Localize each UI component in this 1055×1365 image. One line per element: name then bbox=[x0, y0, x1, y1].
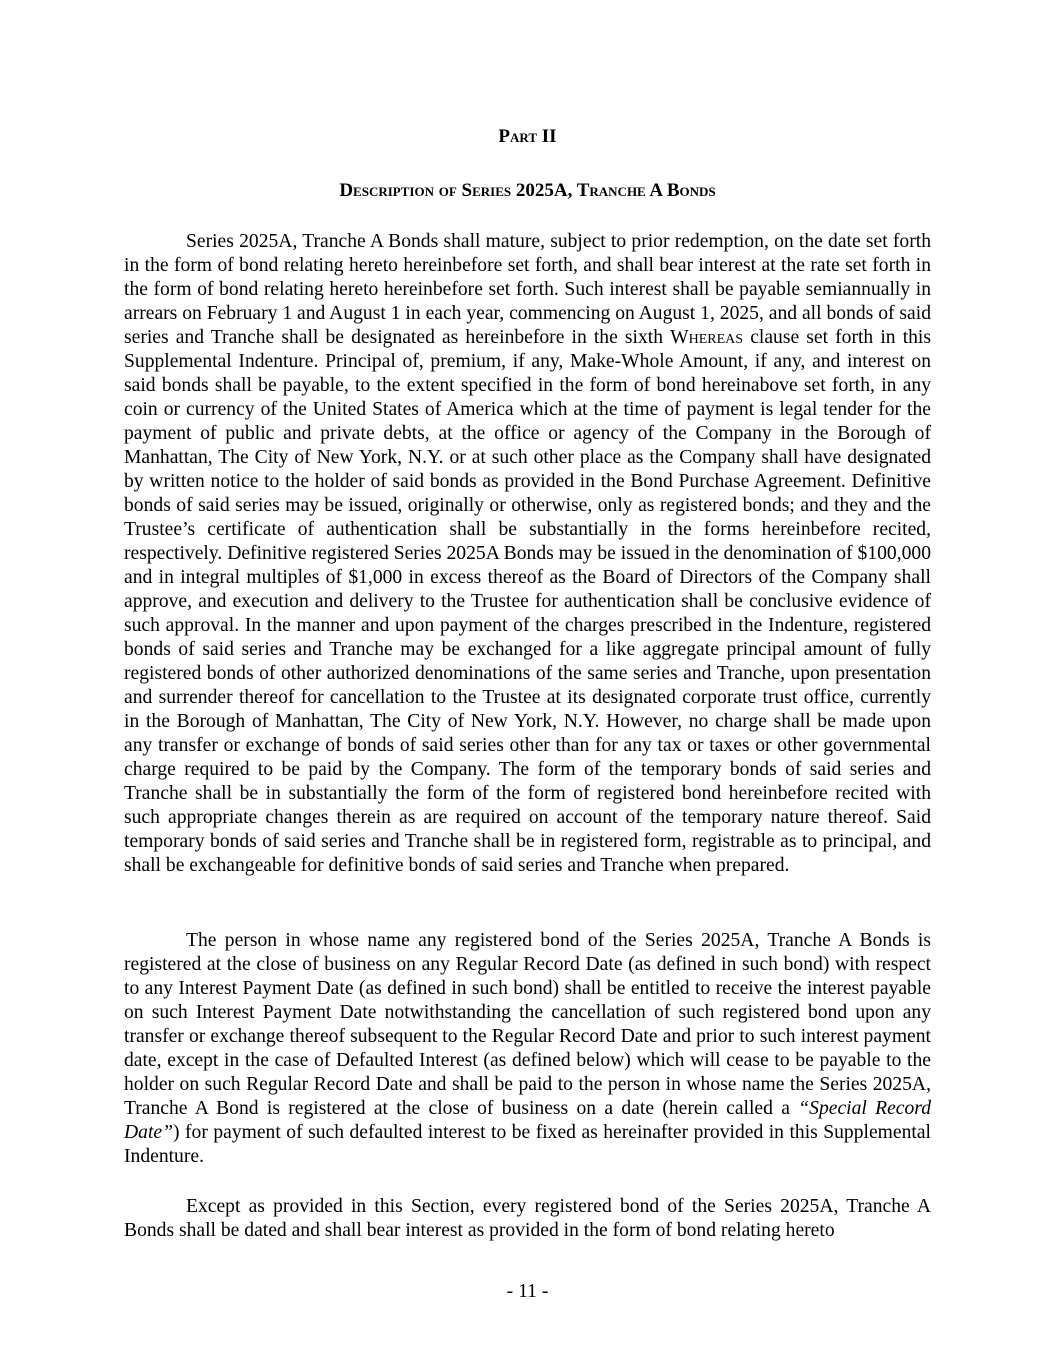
body-paragraph-maturity-and-interest bbox=[124, 230, 931, 878]
paragraph-text: clause set forth in this Supplemental Indenture. Principal of, premium, if any, Make-Whole Amount, if any, and interest on said bonds shall be payable, to the extent specified in the form of bond hereinabove set forth, in any coin or currency of the United States of America which at the time of payment is legal tender for the payment of public and private debts, at the office or agency of the Company in the Borough of Manhattan, The City of New York, N.Y. or at such other place as the Company shall have designated by written notice to the holder of said bonds as provided in the Bond Purchase Agreement. Definitive bonds of said series may be issued, originally or otherwise, only as registered bonds; and they and the Trustee’s certificate of authentication shall be substantially in the forms hereinbefore recited, respectively. Definitive registered Series 2025A Bonds may be issued in the denomination of $100,000 and in integral multiples of $1,000 in excess thereof as the Board of Directors of the Company shall approve, and execution and delivery to the Trustee for authentication shall be conclusive evidence of such approval. In the manner and upon payment of the charges prescribed in the Indenture, registered bonds of said series and Tranche may be exchanged for a like aggregate principal amount of fully registered bonds of other authorized denominations of the same series and Tranche, upon presentation and surrender thereof for cancellation to the Trustee at its designated corporate trust office, currently in the Borough of Manhattan, The City of New York, N.Y. However, no charge shall be made upon any transfer or exchange of bonds of said series other than for any tax or taxes or other governmental charge required to be paid by the Company. The form of the temporary bonds of said series and Tranche shall be in substantially the form of the form of registered bond hereinbefore recited with such appropriate changes therein as are required on account of the temporary nature thereof. Said temporary bonds of said series and Tranche shall be in registered form, registrable as to principal, and shall be exchangeable for definitive bonds of said series and Tranche when prepared. bbox=[124, 327, 931, 876]
whereas-term: Whereas bbox=[670, 327, 744, 348]
body-paragraph-dating: Except as provided in this Section, every registered bond of the Series 2025A, Tranche A Bonds shall be dated and shall bear interest as provided in the form of bond relating hereto bbox=[124, 1196, 931, 1241]
body-paragraph-record-date bbox=[124, 929, 931, 1169]
paragraph-text: The person in whose name any registered bond of the Series 2025A, Tranche A Bonds is registered at the close of business on any Regular Record Date (as defined in such bond) with respect to any Interest Payment Date (as defined in such bond) shall be entitled to receive the interest payable on such Interest Payment Date notwithstanding the cancellation of such registered bond upon any transfer or exchange thereof subsequent to the Regular Record Date and prior to such interest payment date, except in the case of Defaulted Interest (as defined below) which will cease to be payable to the holder on such Regular Record Date and shall be paid to the person in whose name the Series 2025A, Tranche A Bond is registered at the close of business on a date (herein called a bbox=[124, 930, 931, 1119]
paragraph-text: ) for payment of such defaulted interest to be fixed as hereinafter provided in this Supplemental Indenture. bbox=[124, 1122, 931, 1167]
paragraph-text: Series 2025A, Tranche A Bonds shall mature, subject to prior redemption, on the date set forth in the form of bond relating hereto hereinbefore set forth, and shall bear interest at the rate set forth in the form of bond relating hereto hereinbefore set forth. Such interest shall be payable semiannually in arrears on February 1 and August 1 in each year, commencing on August 1, 2025, and all bonds of said series and Tranche shall be designated as hereinbefore in the sixth bbox=[124, 231, 931, 348]
section-heading: Description of Series 2025A, Tranche A Bonds bbox=[339, 180, 716, 201]
page-number: - 11 - bbox=[506, 1281, 549, 1302]
part-heading: Part II bbox=[498, 126, 557, 147]
defined-term-special-record-date: “Special Record Date” bbox=[124, 1098, 931, 1143]
